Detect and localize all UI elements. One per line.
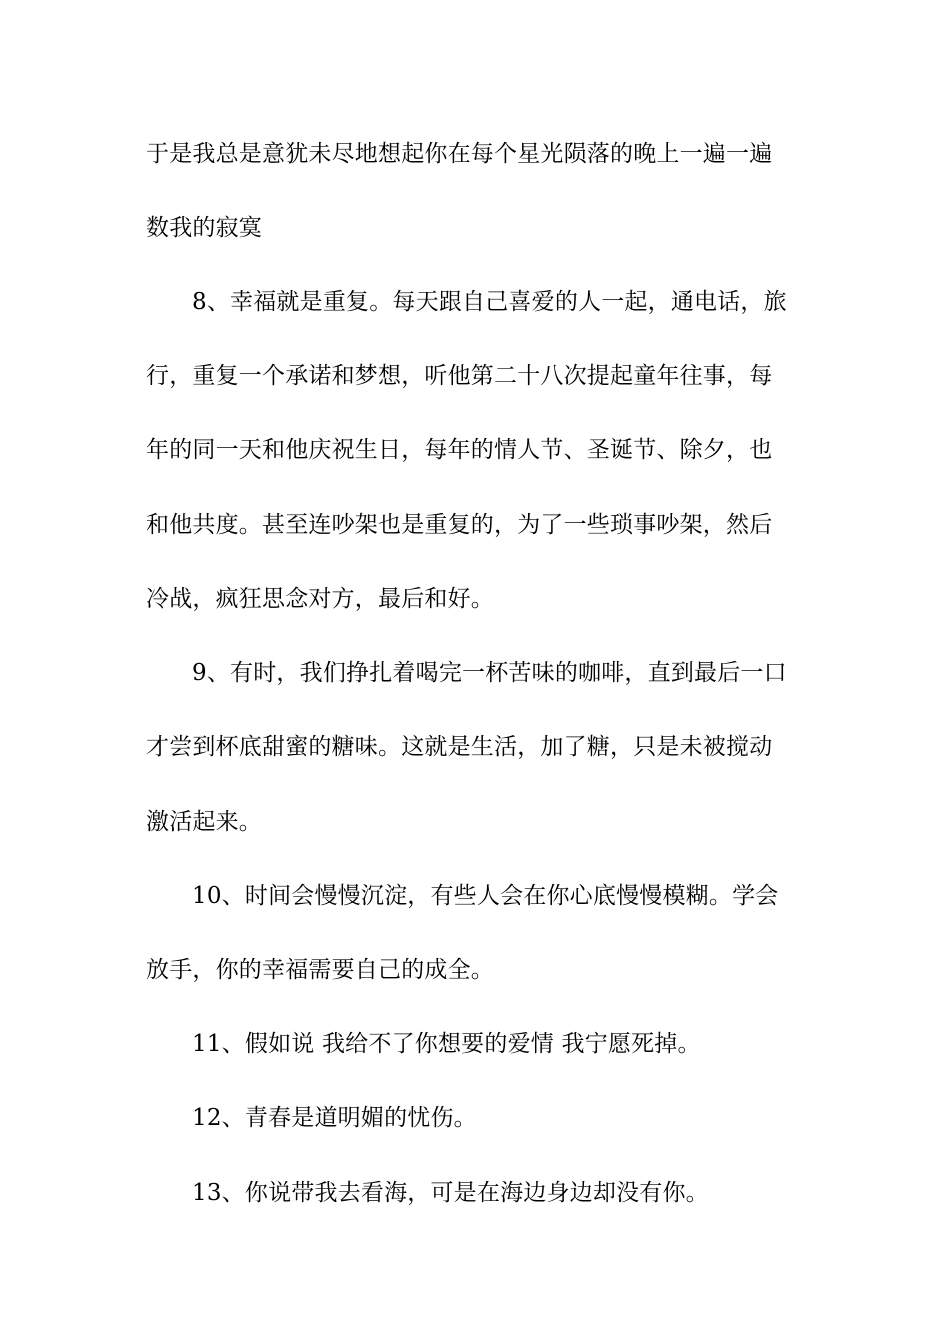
text-line: 和他共度。甚至连吵架也是重复的，为了一些琐事吵架，然后 [146,512,773,538]
text-line: 放手，你的幸福需要自己的成全。 [146,957,494,983]
text-line-item-8: 8、幸福就是重复。每天跟自己喜爱的人一起，通电话，旅 [192,289,787,315]
text-line-item-10: 10、时间会慢慢沉淀，有些人会在你心底慢慢模糊。学会 [192,883,779,909]
text-line-item-11: 11、假如说 我给不了你想要的爱情 我宁愿死掉。 [192,1031,701,1057]
text-line: 激活起来。 [146,809,262,835]
text-line: 于是我总是意犹未尽地想起你在每个星光陨落的晚上一遍一遍 [146,141,773,167]
text-line: 行，重复一个承诺和梦想，听他第二十八次提起童年往事，每 [146,363,773,389]
text-line-item-9: 9、有时，我们挣扎着喝完一杯苦味的咖啡，直到最后一口 [192,660,787,686]
text-line-item-13: 13、你说带我去看海，可是在海边身边却没有你。 [192,1180,709,1206]
text-line-item-12: 12、青春是道明媚的忧伤。 [192,1105,477,1131]
text-line: 年的同一天和他庆祝生日，每年的情人节、圣诞节、除夕，也 [146,437,773,463]
text-line: 数我的寂寞 [146,215,262,241]
text-line: 才尝到杯底甜蜜的糖味。这就是生活，加了糖，只是未被搅动 [146,734,773,760]
text-line: 冷战，疯狂思念对方，最后和好。 [146,586,494,612]
